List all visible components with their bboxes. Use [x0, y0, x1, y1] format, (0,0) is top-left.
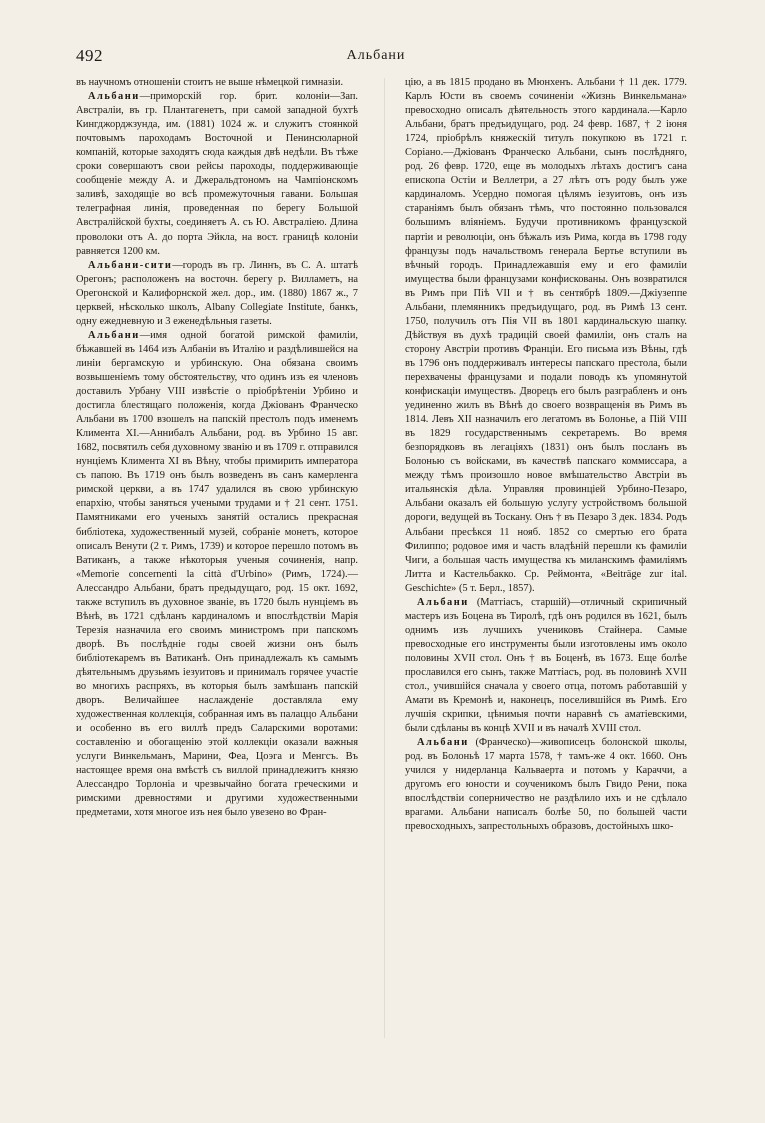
entry-albany-western-australia — [76, 90, 358, 259]
entry-albani-mattias — [405, 596, 687, 736]
page-number: 492 — [76, 46, 103, 65]
entry-text: (Франческо)—живописецъ болонской школы, род. въ Болоньѣ 17 марта 1578, † тамъ-же 4 окт. 1660. Онъ учился у нидерланца Кальваерта и потомъ у Караччи, а другомъ его юности и соученикомъ былъ Гвидо Рени, пока впослѣдствіи соперничество не раздѣлило ихъ и не сдѣлало врагами. Альбани написалъ болѣе 50, по большей части превосходныхъ, запрестольныхъ образовъ, достойныхъ шко- — [405, 737, 687, 833]
paragraph-text: цію, а въ 1815 продано въ Мюнхенъ. Альбани † 11 дек. 1779. Карлъ Юсти въ своемъ сочиненіи «Жизнь Винкельмана» превосходно описалъ дѣятельность этого кардинала.—Карло Альбани, братъ предъидущаго, род. 24 февр. 1687, † 2 іюня 1724, пріобрѣлъ княжескій титулъ покупкою въ 1721 г. Соріано.—Джіованъ Франческо Альбани, сынъ послѣдняго, род. 26 февр. 1720, еще въ молодыхъ лѣтахъ достигъ сана епископа Остіи и Веллетри, а 27 лѣтъ отъ роду былъ уже кардиналомъ. Усердно помогая цѣлямъ іезуитовъ, онъ изъ стараніямъ былъ обязанъ тѣмъ, что постоянно пользовался большимъ вліяніемъ. Будучи противникомъ французской партіи и революціи, онъ бѣжалъ изъ Рима, когда въ 1798 году французы подъ начальствомъ генерала Бертье вступили въ вѣчный городъ. Принадлежавшія ему и его фамиліи имущества были французами конфискованы. Онъ возвратился въ Римъ при Піѣ VII и † въ сентябрѣ 1809.—Джіузеппе Альбани, племянникъ предъидущаго, род. въ Римѣ 13 сент. 1750, получилъ отъ Пія VII въ 1801 кардинальскую шапку. Дѣйствуя въ духѣ традицій своей фамиліи, онъ сталъ на сторону Австріи противъ Франціи. Его письма изъ Вѣны, гдѣ въ 1796 онъ поддерживалъ интересы папскаго престола, были перехвачены французами и подали поводъ къ упомянутой конфискаціи имуществъ. Дворецъ его былъ разграбленъ и онъ уединенно жилъ въ Вѣнѣ до своего возвращенія въ Римъ въ 1814. Левъ XII назначилъ его легатомъ въ Болонье, а Пій VIII въ 1829 государственнымъ секретаремъ. Во время безпорядковъ въ легаціяхъ (1831) онъ былъ посланъ въ Болонью съ войсками, въ качествѣ папскаго коммиссара, а между тѣмъ произошло новое вмѣшательство Австріи въ итальянскія дѣла. Управляя провинціей Урбино-Пезаро, Альбани оказалъ ей большую услугу устройствомъ большой дороги, ведущей въ Тоскану. Онъ † въ Пезаро 3 дек. 1834. Родъ Альбани пресѣкся 11 нояб. 1852 со смертью его брата Филиппо; родовое имя и часть владѣній перешли къ фамиліи Чиги, а большая часть имущества къ миланскимъ фамиліямъ Литта и Кастельбакко. Ср. Реймонта, «Beiträge zur ital. Geschichte» (5 т. Берл., 1857). — [405, 77, 687, 594]
continuation-paragraph — [76, 76, 358, 90]
entry-text: —имя одной богатой римской фамиліи, бѣжавшей въ 1464 изъ Албаніи въ Италію и раздѣлившейся на линіи бергамскую и урбинскую. Она обязана своимъ возвышеніемъ тому обстоятельству, что одинъ изъ ея членовъ доставилъ Урбану VIII извѣстіе о пріобрѣтеніи Урбино и достигла блестящаго положенія, когда Джіованъ Франческо Альбани въ 1700 взошелъ на папскій престолъ подъ именемъ Климента XI.—Аннибалъ Альбани, род. въ Урбино 15 авг. 1682, посвятилъ себя духовному званію и въ 1709 г. отправился нунціемъ Климента XI въ Вѣну, чтобы примирить императора съ папою. Въ 1719 онъ былъ возведенъ въ санъ камерленга римской церкви, а въ 1747 удалился въ свою урбинскую епархію, чтобы заняться учеными трудами и † 21 сент. 1751. Памятниками его ученыхъ занятій остались прекрасная библіотека, художественный музей, собраніе монетъ, которое описалъ Венути (2 т. Римъ, 1739) и которое перешло потомъ въ Ватиканъ, а также нѣкоторыя ученыя сочиненія, напр. «Memorie concernenti la città d'Urbino» (Римъ, 1724).—Алессандро Альбани, братъ предыдущаго, род. 15 окт. 1692, также вступилъ въ духовное званіе, въ 1720 былъ нунціемъ въ Вѣнѣ, въ 1721 сдѣланъ кардиналомъ и впослѣдствіи Марія Терезія назначила его своимъ министромъ при папскомъ дворѣ. Въ послѣдніе годы своей жизни онъ былъ библіотекаремъ въ Ватиканѣ. Онъ принадлежалъ къ самымъ дѣятельнымъ друзьямъ іезуитовъ и принималъ горячее участіе во многихъ распряхъ, въ которыя былъ замѣшанъ папскій дворъ. Величайшее наслажденіе доставляла ему художественная коллекція, собранная имъ въ палаццо Альбани и особенно въ его виллѣ предъ Саларскими воротами: составленію и обогащенію этой коллекціи оказали важныя услуги Винкельманъ, Марини, Феа, Цоэга и Менгсъ. Въ настоящее время она вмѣстѣ съ виллой принадлежитъ князю Алессандро Торлоніа и чрезвычайно богата греческими и римскими древностями и другими художественными предметами, хотя многое изъ нея было увезено во Фран- — [76, 329, 358, 819]
entry-text: —городъ въ гр. Линнъ, въ С. А. штатѣ Орегонъ; расположенъ на восточн. берегу р. Вилламетъ, на Орегонской и Калифорнской жел. дор., им. (1880) 1867 ж., 7 церквей, нѣсколько школъ, Albany Collegiate Institute, банкъ, одну ежедневную и 3 еженедѣльныя газеты. — [76, 259, 358, 327]
left-column — [76, 76, 358, 820]
entry-albani-francesco — [405, 736, 687, 834]
entry-headword: Альбани-сити — [88, 259, 173, 271]
entry-headword: Альбани — [417, 737, 469, 749]
entry-headword: Альбани — [417, 596, 469, 608]
entry-albany-city-oregon — [76, 259, 358, 329]
entry-text: (Маттіасъ, старшій)—отличный скрипичный мастеръ изъ Боцена въ Тиролѣ, гдѣ онъ родился въ 1621, былъ однимъ изъ лучшихъ учениковъ Стайнера. Самые превосходные его инструменты были изготовлены имъ около половины XVII стол. Онъ † въ Боценѣ, въ 1673. Еще болѣе прославился его сынъ, также Маттіасъ, род. въ половинѣ XVII стол., учившійся сначала у своего отца, потомъ работавшій у Амати въ Кремонѣ и, наконецъ, поселившійся въ Римѣ. Его лучшія скрипки, цѣнимыя почти наравнѣ съ аматіевскими, были сдѣланы въ концѣ XVII и въ началѣ XVIII стол. — [405, 596, 687, 735]
continuation-paragraph — [405, 76, 687, 596]
column-divider — [384, 78, 385, 1038]
entry-headword: Альбани — [88, 329, 140, 341]
entry-headword: Альбани — [88, 91, 140, 103]
right-column — [405, 76, 687, 835]
page-header — [76, 46, 676, 70]
paragraph-text: въ научномъ отношеніи стоитъ не выше нѣмецкой гимназіи. — [76, 77, 344, 88]
entry-albani-family — [76, 329, 358, 821]
running-head: Альбани — [346, 48, 406, 63]
entry-text: —приморскій гор. брит. колоніи—Зап. Австраліи, въ гр. Плантагенетъ, при самой западной бухтѣ Кингджорджзунда, им. (1881) 1024 ж. и служитъ стоянкой почтовымъ пароходамъ Восточной и Пенинсюларной компаній, которые заходятъ сюда каждыя двѣ недѣли. Въ тѣже сроки совершаютъ свои рейсы пароходы, поддерживающіе сообщеніе между А. и Джеральдтономъ на Чампіонскомъ заливѣ, заходящіе во всѣ промежуточныя гавани. Большая телеграфная линія, проведенная по берегу Большой Австралійской бухты, соединяетъ А. съ Ю. Австраліею. Длина проволоки отъ А. до порта Эйкла, на вост. границѣ колоніи равняется 1200 км. — [76, 91, 358, 257]
